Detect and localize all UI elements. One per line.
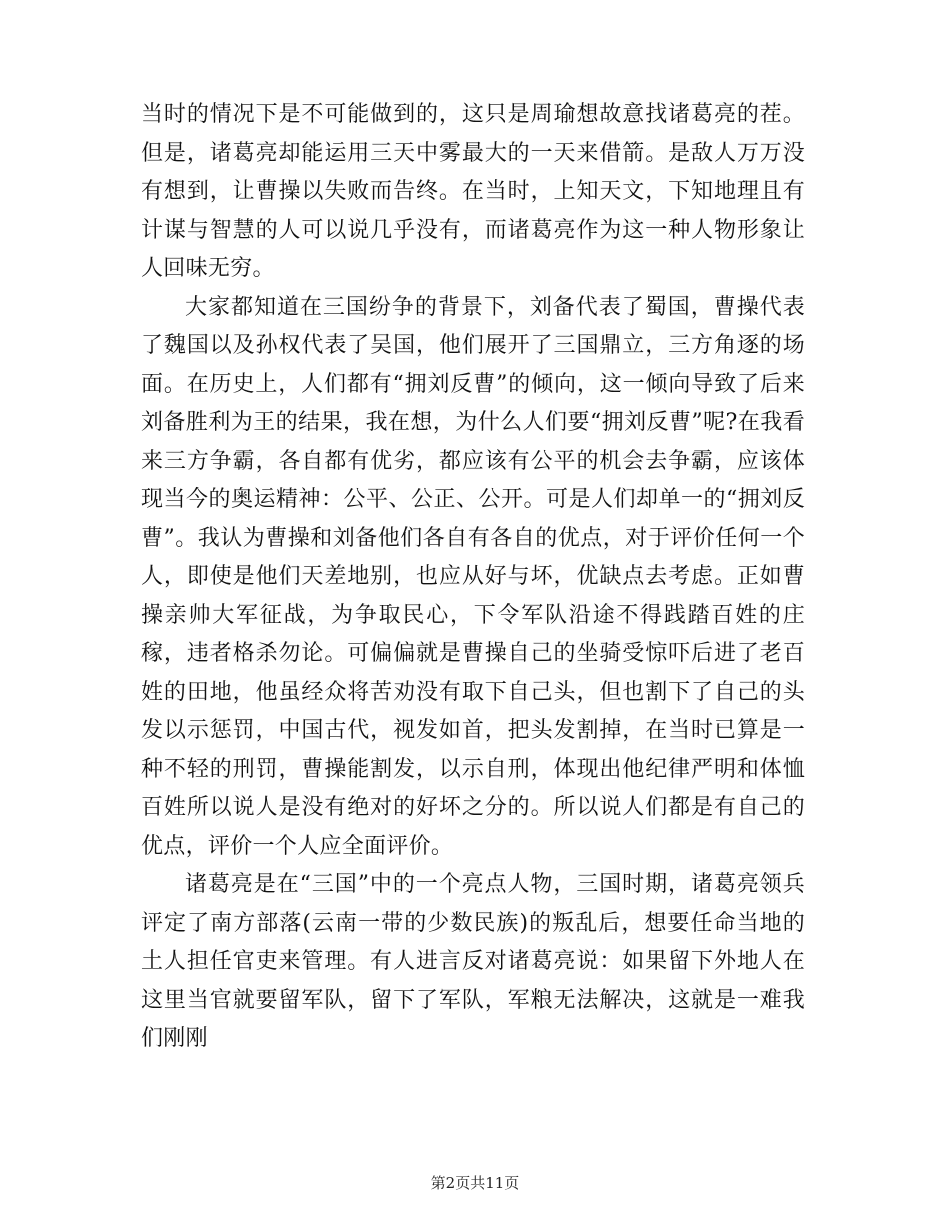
paragraph-continuation: 当时的情况下是不可能做到的，这只是周瑜想故意找诸葛亮的茬。但是，诸葛亮却能运用三天中雾最大的一天来借箭。是敌人万万没有想到，让曹操以失败而告终。在当时，上知天文，下知地理且有计谋与智慧的人可以说几乎没有，而诸葛亮作为这一种人物形象让人回味无穷。 xyxy=(141,102,805,281)
page-number-footer: 第2页共11页 xyxy=(430,1174,520,1192)
paragraph-zhuge-liang: 诸葛亮是在“三国”中的一个亮点人物，三国时期，诸葛亮领兵评定了南方部落(云南一带的少数民族)的叛乱后，想要任命当地的土人担任官吏来管理。有人进言反对诸葛亮说：如果留下外地人在这里当官就要留军队，留下了军队，军粮无法解决，这就是一难我们刚刚 xyxy=(141,872,805,1051)
document-body xyxy=(141,96,805,1059)
paragraph-three-kingdoms: 大家都知道在三国纷争的背景下，刘备代表了蜀国，曹操代表了魏国以及孙权代表了吴国，他们展开了三国鼎立，三方角逐的场面。在历史上，人们都有“拥刘反曹”的倾向，这一倾向导致了后来刘备胜利为王的结果，我在想，为什么人们要“拥刘反曹”呢?在我看来三方争霸，各自都有优劣，都应该有公平的机会去争霸，应该体现当今的奥运精神：公平、公正、公开。可是人们却单一的“拥刘反曹”。我认为曹操和刘备他们各自有各自的优点，对于评价任何一个人，即使是他们天差地别，也应从好与坏，优缺点去考虑。正如曹操亲帅大军征战，为争取民心，下令军队沿途不得践踏百姓的庄稼，违者格杀勿论。可偏偏就是曹操自己的坐骑受惊吓后进了老百姓的田地，他虽经众将苦劝没有取下自己头，但也割下了自己的头发以示惩罚，中国古代，视发如首，把头发割掉，在当时已算是一种不轻的刑罚，曹操能割发，以示自刑，体现出他纪律严明和体恤百姓所以说人是没有绝对的好坏之分的。所以说人们都是有自己的优点，评价一个人应全面评价。 xyxy=(141,294,805,859)
